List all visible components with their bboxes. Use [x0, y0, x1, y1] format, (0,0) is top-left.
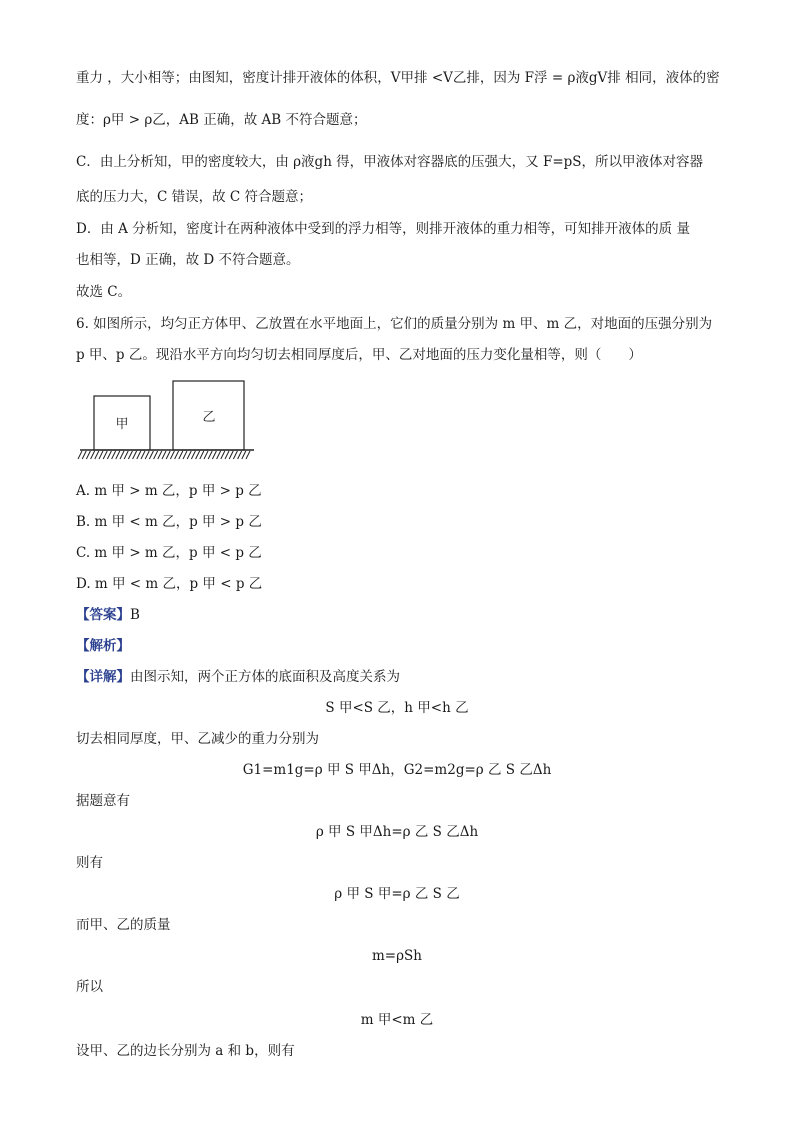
question-6-stem: p 甲、p 乙。现沿水平方向均匀切去相同厚度后，甲、乙对地面的压力变化量相等，则（ ）	[76, 347, 642, 363]
equation: G1=m1g=ρ 甲 S 甲Δh，G2=m2g=ρ 乙 S 乙Δh	[242, 762, 552, 778]
text-line: D．由 A 分析知，密度计在两种液体中受到的浮力相等，则排开液体的重力相等，可知排开液体的质 量	[76, 221, 690, 237]
answer-value: B	[130, 607, 140, 623]
cube-figure	[76, 376, 258, 466]
text-line: 切去相同厚度，甲、乙减少的重力分别为	[76, 731, 319, 747]
text-line: 也相等，D 正确，故 D 不符合题意。	[76, 252, 300, 268]
hatch-mark	[95, 451, 99, 459]
hatch-mark	[217, 451, 221, 459]
hatch-mark	[103, 451, 107, 459]
hatch-mark	[225, 451, 229, 459]
equation: m=ρSh	[372, 948, 422, 964]
text-line: 而甲、乙的质量	[76, 917, 171, 933]
analysis-line	[76, 636, 130, 656]
hatch-mark	[120, 451, 124, 459]
detail-line	[76, 667, 400, 687]
hatch-mark	[233, 451, 237, 459]
cube-a-label: 甲	[115, 417, 129, 432]
text-line: 故选 C。	[76, 284, 132, 300]
option-c: C. m 甲 > m 乙，p 甲 < p 乙	[76, 545, 262, 561]
hatch-mark	[112, 451, 116, 459]
detail-text: 由图示知，两个正方体的底面积及高度关系为	[130, 669, 400, 685]
hatch-mark	[116, 451, 120, 459]
hatch-mark	[187, 451, 191, 459]
hatch-mark	[91, 451, 95, 459]
text-line: 所以	[76, 979, 103, 995]
hatch-mark	[162, 451, 166, 459]
hatch-mark	[221, 451, 225, 459]
option-a: A. m 甲 > m 乙，p 甲 > p 乙	[76, 483, 262, 499]
hatch-mark	[238, 451, 242, 459]
hatch-mark	[158, 451, 162, 459]
hatch-mark	[149, 451, 153, 459]
equation: S 甲<S 乙，h 甲<h 乙	[325, 700, 469, 716]
hatch-mark	[86, 451, 90, 459]
hatch-mark	[229, 451, 233, 459]
hatch-mark	[183, 451, 187, 459]
text-line: 则有	[76, 855, 103, 871]
equation: ρ 甲 S 甲Δh=ρ 乙 S 乙Δh	[315, 824, 479, 840]
hatch-mark	[212, 451, 216, 459]
ground-hatching	[78, 451, 250, 459]
text-line: 底的压力大，C 错误，故 C 符合题意；	[76, 189, 313, 205]
text-line: 度：ρ甲 > ρ乙，AB 正确，故 AB 不符合题意；	[76, 112, 367, 128]
hatch-mark	[170, 451, 174, 459]
hatch-mark	[124, 451, 128, 459]
hatch-mark	[246, 451, 250, 459]
equation: m 甲<m 乙	[360, 1012, 434, 1028]
hatch-mark	[145, 451, 149, 459]
hatch-mark	[208, 451, 212, 459]
hatch-mark	[242, 451, 246, 459]
hatch-mark	[154, 451, 158, 459]
hatch-mark	[107, 451, 111, 459]
analysis-tag: 【解析】	[76, 638, 130, 654]
text-line: 重力 ，大小相等；由图知，密度计排开液体的体积，V甲排 <V乙排，因为 F浮 = ρ液gV排 相同，液体的密	[76, 70, 720, 86]
hatch-mark	[99, 451, 103, 459]
hatch-mark	[78, 451, 82, 459]
option-b: B. m 甲 < m 乙，p 甲 > p 乙	[76, 514, 262, 530]
hatch-mark	[137, 451, 141, 459]
hatch-mark	[133, 451, 137, 459]
detail-tag: 【详解】	[76, 669, 130, 685]
hatch-mark	[204, 451, 208, 459]
cube-b-label: 乙	[202, 410, 216, 425]
hatch-mark	[82, 451, 86, 459]
hatch-mark	[166, 451, 170, 459]
option-d: D. m 甲 < m 乙，p 甲 < p 乙	[76, 576, 263, 592]
hatch-mark	[196, 451, 200, 459]
answer-line	[76, 605, 140, 625]
equation: ρ 甲 S 甲=ρ 乙 S 乙	[334, 886, 460, 902]
hatch-mark	[191, 451, 195, 459]
hatch-mark	[175, 451, 179, 459]
answer-tag: 【答案】	[76, 607, 130, 623]
hatch-mark	[141, 451, 145, 459]
text-line: 据题意有	[76, 793, 130, 809]
hatch-mark	[128, 451, 132, 459]
hatch-mark	[200, 451, 204, 459]
hatch-mark	[179, 451, 183, 459]
question-6-stem: 6. 如图所示，均匀正方体甲、乙放置在水平地面上，它们的质量分别为 m 甲、m 乙，对地面的压强分别为	[76, 316, 713, 332]
text-line: 设甲、乙的边长分别为 a 和 b，则有	[76, 1043, 295, 1059]
text-line: C．由上分析知，甲的密度较大，由 ρ液gh 得，甲液体对容器底的压强大，又 F=pS，所以甲液体对容器	[76, 154, 704, 170]
